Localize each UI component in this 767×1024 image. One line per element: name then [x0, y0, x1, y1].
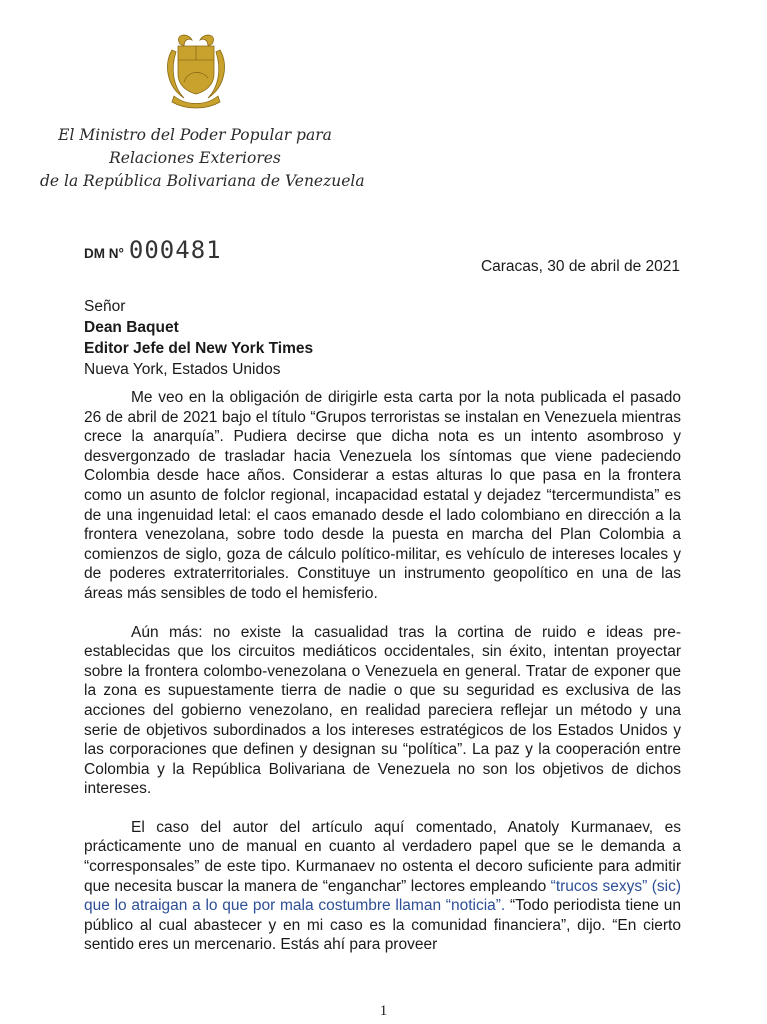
document-number-value: 000481: [128, 236, 222, 264]
body-paragraph-2: Aún más: no existe la casualidad tras la cortina de ruido e ideas pre-establecidas que los circuitos mediáticos occidentales, sin éxito, intentan proyectar sobre la frontera colombo-venezolana o Venezuela en general. Tratar de exponer que la zona es supuestamente tierra de nadie o que su seguridad es exclusiva de las acciones del gobierno venezolano, en realidad pareciera reflejar un método y una serie de objetivos subordinados a los intereses estratégicos de los Estados Unidos y las corporaciones que definen y designan su “política”. La paz y la cooperación entre Colombia y la República Bolivariana de Venezuela no son los objetivos de dichos intereses.: [84, 623, 681, 798]
body-paragraph-3-highlight: “trucos sexys” (sic) que lo atraigan a lo que por mala costumbre llaman “noticia”.: [84, 877, 681, 915]
recipient-location: Nueva York, Estados Unidos: [84, 361, 281, 378]
recipient-name: Dean Baquet: [84, 319, 179, 336]
letter-date: Caracas, 30 de abril de 2021: [480, 258, 680, 275]
letterhead-line-1: El Ministro del Poder Popular para: [58, 126, 332, 144]
body-paragraph-3: [84, 818, 681, 955]
coat-of-arms-seal: [158, 30, 234, 112]
letter-body: [84, 388, 681, 974]
document-number: [84, 236, 222, 264]
body-paragraph-3-part-a: El caso del autor del artículo aquí comentado, Anatoly Kurmanaev, es prácticamente uno de manual en cuanto al verdadero papel que se le demanda a “corresponsales” de este tipo. Kurmanaev no ostenta el decoro suficiente para admitir que necesita buscar la manera de “enganchar” lectores empleando: [84, 818, 681, 895]
recipient-salutation: Señor: [84, 298, 126, 315]
letterhead-line-2: Relaciones Exteriores: [109, 149, 281, 167]
recipient-block: [84, 296, 313, 380]
recipient-title: Editor Jefe del New York Times: [84, 340, 314, 357]
page-number: 1: [379, 1003, 388, 1019]
letterhead-line-3: de la República Bolivariana de Venezuela: [40, 172, 365, 190]
letterhead: [40, 124, 365, 193]
document-number-label: DM N°: [84, 246, 124, 261]
body-paragraph-3-part-c: “Todo periodista tiene un público al cual abastecer y en mi caso es la comunidad financiera”, dijo. “En cierto sentido eres un mercenario. Estás ahí para proveer: [84, 897, 681, 954]
body-paragraph-1: Me veo en la obligación de dirigirle esta carta por la nota publicada el pasado 26 de abril de 2021 bajo el título “Grupos terroristas se instalan en Venezuela mientras crece la anarquía”. Pudiera decirse que dicha nota es un intento asombroso y desvergonzado de trasladar hacia Venezuela los síntomas que viene padeciendo Colombia desde hace años. Considerar a estas alturas lo que pasa en la frontera como un asunto de folclor regional, incapacidad estatal y dejadez “tercermundista” es de una ingenuidad letal: el caos emanado desde el lado colombiano en dirección a la frontera venezolana, sobre todo desde la puesta en marcha del Plan Colombia a comienzos de siglo, goza de cálculo político-militar, es vehículo de intereses locales y de poderes extraterritoriales. Constituye un instrumento geopolítico en una de las áreas más sensibles de todo el hemisferio.: [84, 389, 681, 602]
